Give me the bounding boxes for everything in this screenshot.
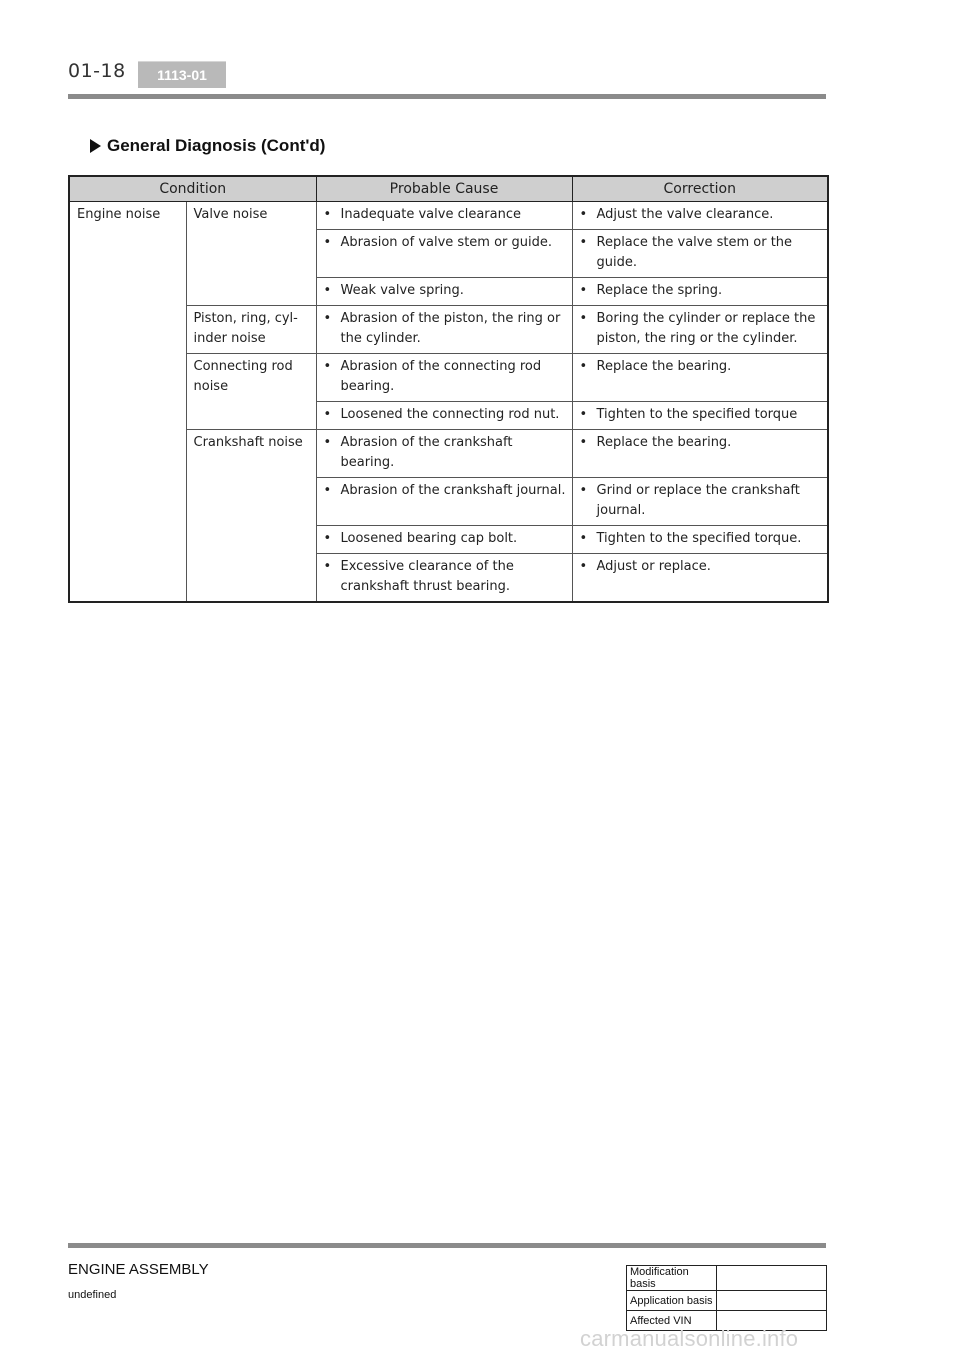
correction-cell	[572, 202, 828, 230]
bullet-icon: •	[579, 359, 588, 374]
column-header-correction: Correction	[572, 176, 828, 202]
correction-cell-text: Replace the bearing.	[596, 435, 732, 450]
section-code-badge: 1113-01	[138, 61, 226, 88]
correction-cell-text: Replace the bearing.	[596, 359, 732, 374]
bullet-icon: •	[579, 435, 588, 450]
sub-condition-cell: Valve noise	[186, 202, 316, 306]
correction-cell	[572, 278, 828, 306]
column-header-cause: Probable Cause	[316, 176, 572, 202]
bullet-icon: •	[579, 531, 588, 546]
bullet-icon: •	[323, 531, 332, 546]
diagnosis-table-body	[69, 202, 828, 603]
cause-cell-text: Excessive clearance of the crankshaft thrust bearing.	[340, 559, 514, 594]
footer-title: ENGINE ASSEMBLY	[68, 1261, 209, 1278]
bullet-icon: •	[323, 483, 332, 498]
cause-cell-text: Abrasion of the connecting rod bearing.	[340, 359, 542, 394]
cause-cell	[316, 354, 572, 402]
bullet-icon: •	[323, 311, 332, 326]
cause-cell	[316, 230, 572, 278]
cause-cell	[316, 430, 572, 478]
page-number: 01-18	[68, 60, 126, 82]
cause-cell-text: Abrasion of the crankshaft bearing.	[340, 435, 513, 470]
bullet-icon: •	[579, 483, 588, 498]
sub-condition-cell: Crankshaft noise	[186, 430, 316, 603]
bullet-icon: •	[323, 559, 332, 574]
correction-cell-text: Adjust the valve clearance.	[596, 207, 774, 222]
modification-basis-label: Modification basis	[627, 1266, 717, 1291]
table-header-row	[69, 176, 828, 202]
cause-cell	[316, 306, 572, 354]
modification-row	[627, 1266, 827, 1291]
correction-cell	[572, 402, 828, 430]
bullet-icon: •	[323, 359, 332, 374]
bullet-icon: •	[579, 283, 588, 298]
section-heading	[90, 136, 325, 156]
cause-cell-text: Loosened bearing cap bolt.	[340, 531, 518, 546]
bullet-icon: •	[323, 235, 332, 250]
correction-cell-text: Replace the valve stem or the guide.	[596, 235, 793, 270]
cause-cell	[316, 478, 572, 526]
correction-cell	[572, 526, 828, 554]
cause-cell	[316, 554, 572, 603]
application-basis-label: Application basis	[627, 1291, 717, 1311]
cause-cell-text: Abrasion of the piston, the ring or the cylinder.	[340, 311, 561, 346]
sub-condition-cell: Connecting rod noise	[186, 354, 316, 430]
bullet-icon: •	[323, 435, 332, 450]
footer-subtitle: undefined	[68, 1289, 117, 1301]
bullet-icon: •	[579, 407, 588, 422]
bullet-icon: •	[323, 283, 332, 298]
correction-cell	[572, 306, 828, 354]
cause-cell	[316, 402, 572, 430]
footer-divider	[68, 1243, 826, 1248]
cause-cell	[316, 526, 572, 554]
modification-table	[626, 1265, 827, 1331]
correction-cell-text: Grind or replace the crankshaft journal.	[596, 483, 800, 518]
modification-row	[627, 1291, 827, 1311]
application-basis-value	[717, 1291, 827, 1311]
modification-basis-value	[717, 1266, 827, 1291]
cause-cell-text: Inadequate valve clearance	[340, 207, 521, 222]
cause-cell-text: Abrasion of valve stem or guide.	[340, 235, 553, 250]
triangle-bullet-icon	[90, 139, 101, 153]
correction-cell	[572, 430, 828, 478]
correction-cell	[572, 478, 828, 526]
bullet-icon: •	[579, 207, 588, 222]
bullet-icon: •	[579, 559, 588, 574]
diagnosis-table	[68, 175, 829, 603]
sub-condition-cell: Piston, ring, cyl-inder noise	[186, 306, 316, 354]
cause-cell-text: Weak valve spring.	[340, 283, 464, 298]
cause-cell	[316, 278, 572, 306]
cause-cell-text: Abrasion of the crankshaft journal.	[340, 483, 566, 498]
watermark: carmanualsonline.info	[580, 1326, 799, 1351]
correction-cell	[572, 230, 828, 278]
correction-cell-text: Tighten to the specified torque.	[596, 531, 802, 546]
correction-cell-text: Tighten to the specified torque	[596, 407, 798, 422]
affected-vin-label: Affected VIN	[627, 1311, 717, 1331]
bullet-icon: •	[323, 407, 332, 422]
header-divider	[68, 94, 826, 99]
table-row	[69, 202, 828, 230]
section-heading-text: General Diagnosis (Cont'd)	[107, 136, 326, 155]
bullet-icon: •	[579, 311, 588, 326]
column-header-condition: Condition	[69, 176, 316, 202]
condition-cell: Engine noise	[69, 202, 186, 603]
correction-cell	[572, 554, 828, 603]
bullet-icon: •	[323, 207, 332, 222]
bullet-icon: •	[579, 235, 588, 250]
correction-cell-text: Boring the cylinder or replace the piston, the ring or the cylinder.	[596, 311, 816, 346]
cause-cell-text: Loosened the connecting rod nut.	[340, 407, 560, 422]
correction-cell	[572, 354, 828, 402]
cause-cell	[316, 202, 572, 230]
correction-cell-text: Replace the spring.	[596, 283, 723, 298]
correction-cell-text: Adjust or replace.	[596, 559, 711, 574]
